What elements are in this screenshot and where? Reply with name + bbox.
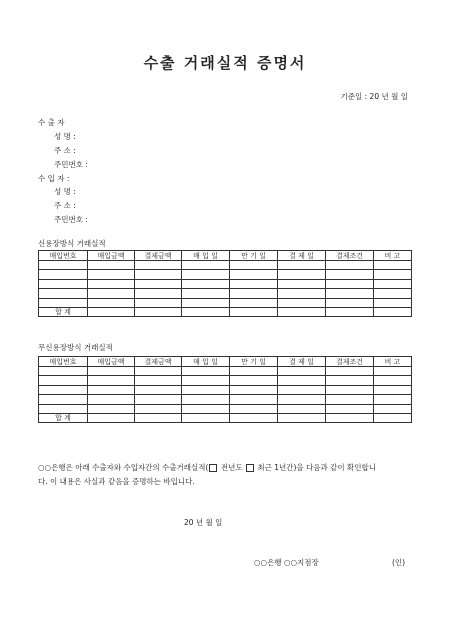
- option-recent-year: 최근 1년간)을 다음과 같이 확인합니: [257, 463, 377, 472]
- total-label: 합 계: [39, 307, 88, 316]
- credit-section-heading: 신용장방식 거래실적: [38, 239, 106, 248]
- column-header: 결제금액: [135, 357, 182, 367]
- column-header: 만 기 일: [230, 357, 278, 367]
- table-row: [39, 376, 412, 385]
- column-header: 매입금액: [88, 357, 135, 367]
- table-row: [39, 261, 412, 270]
- column-header: 결제조건: [326, 357, 374, 367]
- checkbox-icon: [209, 464, 217, 472]
- importer-address-label: 주 소 :: [54, 201, 76, 210]
- noncredit-section-heading: 무신용장방식 거래실적: [38, 343, 113, 352]
- total-row: [39, 413, 412, 422]
- importer-name-label: 성 명 :: [54, 187, 76, 196]
- document-title: 수출 거래실적 증명서: [143, 54, 307, 72]
- column-header: 비 고: [374, 357, 412, 367]
- issue-date: 20 년 월 일: [184, 518, 223, 527]
- column-header: 매 입 일: [182, 251, 230, 261]
- noncredit-table: [38, 356, 412, 423]
- statement-line-2: 다. 이 내용은 사실과 같음을 증명하는 바입니다.: [38, 477, 195, 486]
- table-row: [39, 289, 412, 298]
- exporter-id-label: 주민번호 :: [54, 160, 88, 169]
- total-label: 합 계: [39, 413, 88, 422]
- issuer-signature: ○○은행 ○○지점장: [254, 558, 319, 567]
- column-header: 결 제 일: [278, 251, 326, 261]
- option-prior-year: 전년도: [220, 463, 243, 472]
- total-row: [39, 307, 412, 316]
- column-header: 매입금액: [88, 251, 135, 261]
- column-header: 결 제 일: [278, 357, 326, 367]
- column-header: 매입번호: [39, 251, 88, 261]
- exporter-heading: 수 출 자: [38, 118, 65, 127]
- exporter-address-label: 주 소 :: [54, 146, 76, 155]
- statement-line-1: [38, 462, 418, 473]
- table-row: [39, 395, 412, 404]
- importer-heading: 수 입 자 :: [38, 174, 70, 183]
- table-row: [39, 270, 412, 279]
- checkbox-icon: [246, 464, 254, 472]
- column-header: 결제금액: [135, 251, 182, 261]
- table-row: [39, 298, 412, 307]
- column-header: 매 입 일: [182, 357, 230, 367]
- column-header: 매입번호: [39, 357, 88, 367]
- importer-id-label: 주민번호 :: [54, 215, 88, 224]
- column-header: 결제조건: [326, 251, 374, 261]
- column-header: 비 고: [374, 251, 412, 261]
- table-row: [39, 279, 412, 288]
- table-row: [39, 367, 412, 376]
- table-row: [39, 385, 412, 394]
- column-header: 만 기 일: [230, 251, 278, 261]
- table-row: [39, 404, 412, 413]
- seal-mark: (인): [392, 558, 406, 567]
- statement-text: ○○은행은 아래 수출자와 수입자간의 수출거래실적(: [38, 463, 209, 472]
- credit-table: [38, 250, 412, 317]
- exporter-name-label: 성 명 :: [54, 132, 76, 141]
- base-date: 기준일 : 20 년 월 일: [340, 92, 408, 101]
